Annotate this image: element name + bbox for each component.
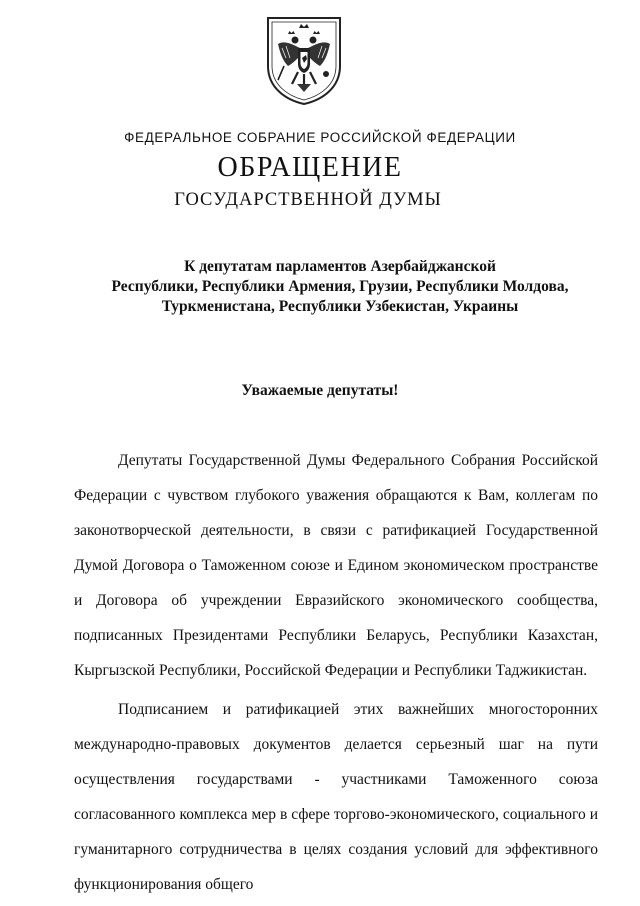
body-paragraph: Депутаты Государственной Думы Федерального Собрания Российской Федерации с чувством глубокого уважения обращаются к Вам, коллегам по законотворческой деятельности, в связи с ратификацией Государственной Думой Договора о Таможенном союзе и Едином экономическом пространстве и Договора об учреждении Евразийского экономического сообщества, подписанных Президентами Республики Беларусь, Республики Казахстан, Кыргызской Республики, Российской Федерации и Республики Таджикистан. — [74, 452, 598, 679]
document-title: ОБРАЩЕНИЕ — [217, 152, 403, 183]
addressee-block — [90, 257, 590, 317]
addressee-line: Республики, Республики Армения, Грузии, Республики Молдова, — [111, 278, 569, 295]
body-paragraph: Подписанием и ратификацией этих важнейших многосторонних международно-правовых документов делается серьезный шаг на пути осуществления государствами - участниками Таможенного союза согласованного комплекса мер в сфере торгово-экономического, социального и гуманитарного сотрудничества в целях создания условий для эффективного функционирования общего — [74, 701, 598, 893]
document-body — [74, 443, 598, 906]
addressee-line: К депутатам парламентов Азербайджанской — [184, 258, 496, 275]
document-subtitle: ГОСУДАРСТВЕННОЙ ДУМЫ — [174, 190, 442, 210]
organization-name: ФЕДЕРАЛЬНОЕ СОБРАНИЕ РОССИЙСКОЙ ФЕДЕРАЦИИ — [124, 130, 516, 145]
russian-coat-of-arms-icon — [264, 14, 344, 106]
salutation: Уважаемые депутаты! — [241, 382, 399, 399]
addressee-line: Туркменистана, Республики Узбекистан, Украины — [161, 298, 519, 315]
